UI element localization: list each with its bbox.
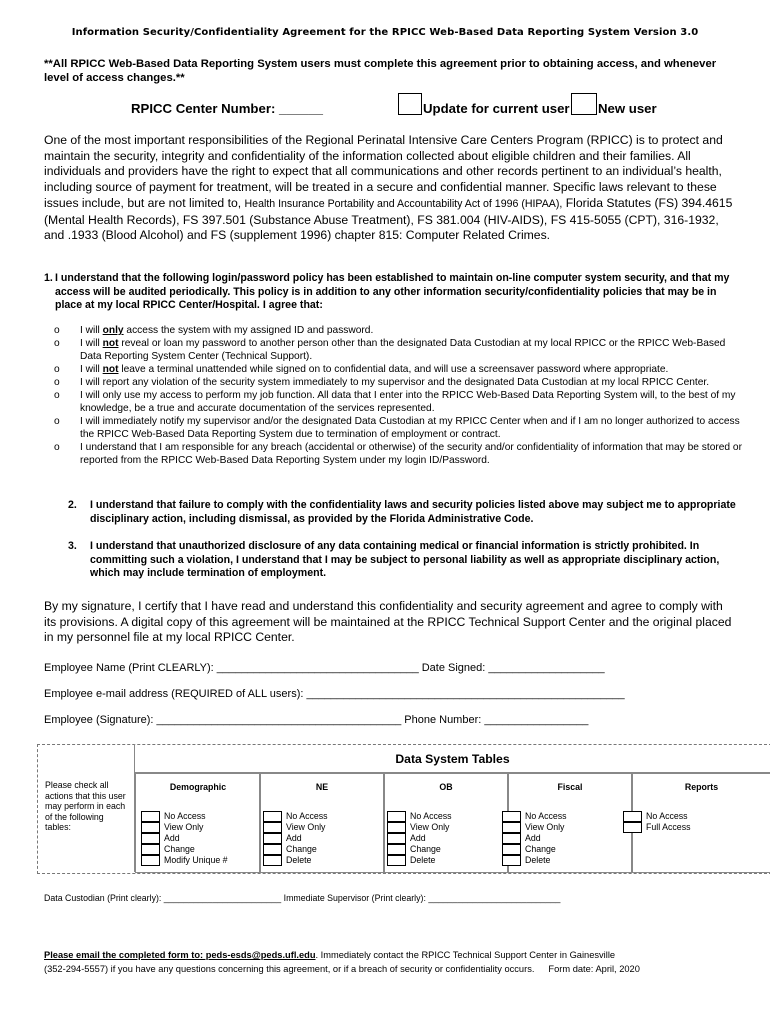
bullet-emphasis: not [102, 364, 119, 375]
table-title: Data System Tables [395, 752, 510, 766]
option-label: Add [410, 833, 426, 843]
option-checkbox[interactable] [387, 844, 406, 855]
option-list [502, 811, 567, 866]
option-label: Add [164, 833, 180, 843]
option-row[interactable] [387, 833, 452, 844]
option-label: View Only [525, 822, 565, 832]
option-checkbox[interactable] [623, 811, 642, 822]
footer-line-2 [44, 964, 640, 974]
signature-statement: By my signature, I certify that I have read and understand this confidentiality and security agreement and agree to comply with its provisions. A digital copy of this agreement will be maintained at the RPICC Technical Support Center and the original placed in my personnel file at my local RPICC Center. [44, 599, 732, 645]
option-label: No Access [525, 811, 567, 821]
access-notice: **All RPICC Web-Based Data Reporting System users must complete this agreement prior to obtaining access, and whenever level of access changes.** [44, 58, 717, 84]
column-header: Demographic [169, 782, 227, 792]
bullet-item [54, 363, 744, 376]
center-number-label: RPICC Center Number: ______ [131, 101, 324, 116]
policy-item-1 [44, 272, 742, 313]
option-label: Modify Unique # [164, 855, 228, 865]
option-checkbox[interactable] [141, 822, 160, 833]
bullet-marker: o [54, 325, 60, 336]
option-row[interactable] [263, 844, 328, 855]
option-checkbox[interactable] [263, 833, 282, 844]
bullet-text: I understand that I am responsible for any breach (accidental or otherwise) of the security and/or confidentiality of information that may be stored or reported from the RPICC Web-Based Data Reporting System under my login ID/Password. [80, 442, 742, 466]
option-row[interactable] [387, 844, 452, 855]
bullet-marker: o [54, 364, 60, 375]
option-row[interactable] [141, 822, 228, 833]
table-column-demographic [135, 773, 261, 873]
option-list [263, 811, 328, 866]
option-checkbox[interactable] [141, 855, 160, 866]
document-title: Information Security/Confidentiality Agreement for the RPICC Web-Based Data Reporting System Version 3.0 [71, 27, 699, 38]
option-row[interactable] [263, 833, 328, 844]
option-label: Delete [410, 855, 436, 865]
option-label: No Access [286, 811, 328, 821]
option-label: Change [164, 844, 195, 854]
option-label: Add [525, 833, 541, 843]
bullet-text: I will immediately notify my supervisor and/or the designated Data Custodian at my RPICC Center when and if I am no longer authorized to access the RPICC Web-Based Data Reporting System due to termination of employment or contract. [80, 416, 740, 440]
option-row[interactable] [623, 822, 691, 833]
update-user-label: Update for current user [423, 101, 570, 116]
option-list [623, 811, 691, 833]
update-user-checkbox[interactable] [398, 93, 422, 115]
option-checkbox[interactable] [502, 822, 521, 833]
bullet-emphasis: only [102, 325, 124, 336]
intro-text-1: One of the most important responsibilities of the Regional Perinatal Intensive Care Centers Program (RPICC) is to protect and maintain the security, integrity and confidentiality of the information collected about eligible children and their families. All individuals and providers have the right to expect that all communications and other records pertinent to an individual’s health, including source of payment for treatment, will be treated in a secure and confidential manner. Specific laws relevant to these issues include, but are not limited to, [44, 133, 723, 210]
option-checkbox[interactable] [263, 844, 282, 855]
bullet-item [54, 415, 744, 441]
item-text: I understand that failure to comply with the confidentiality laws and security policies listed above may subject me to appropriate disciplinary action, including dismissal, as provided by the Florida Administrative Code. [90, 499, 736, 525]
table-column-ob [383, 773, 509, 873]
intro-hipaa: Health Insurance Portability and Accountability Act of 1996 (HIPAA), [244, 197, 563, 210]
new-user-label: New user [598, 101, 657, 116]
option-row[interactable] [387, 811, 452, 822]
option-row[interactable] [502, 811, 567, 822]
option-row[interactable] [502, 855, 567, 866]
option-row[interactable] [141, 844, 228, 855]
option-row[interactable] [387, 855, 452, 866]
item-text: I understand that unauthorized disclosure of any data containing medical or financial information is strictly prohibited. In committing such a violation, I understand that I may be subject to personal liability as well as appropriate disciplinary action, which may include termination of employment. [90, 540, 720, 580]
option-label: Full Access [646, 822, 691, 832]
email-instruction: Please email the completed form to: peds-esds@peds.ufl.edu [44, 950, 316, 960]
custodian-supervisor-fields[interactable]: Data Custodian (Print clearly): ________________________ Immediate Supervisor (Print clearly): ___________________________ [44, 893, 561, 903]
policy-item-2 [68, 499, 738, 526]
option-checkbox[interactable] [502, 855, 521, 866]
option-checkbox[interactable] [387, 822, 406, 833]
option-checkbox[interactable] [141, 811, 160, 822]
option-row[interactable] [263, 811, 328, 822]
item-number: 2. [68, 499, 77, 511]
option-checkbox[interactable] [141, 844, 160, 855]
intro-text-2: Florida Statutes (FS) 394.4615 (Mental Health Records), FS 397.501 (Substance Abuse Treatment), FS 381.004 (HIV-AIDS), FS 415-5055 (CPT), 316-1932, and .1933 (Blood Alcohol) and FS (supplement 1996) chapter 815: Computer Related Crimes. [44, 195, 733, 243]
option-label: No Access [410, 811, 452, 821]
option-row[interactable] [502, 844, 567, 855]
option-label: View Only [164, 822, 204, 832]
option-label: Change [525, 844, 556, 854]
option-list [141, 811, 228, 866]
bullet-marker: o [54, 377, 60, 388]
option-checkbox[interactable] [387, 833, 406, 844]
bullet-text: I will only use my access to perform my job function. All data that I enter into the RPICC Web-Based Data Reporting System will, to the best of my knowledge, be a true and accurate documentation of the services represented. [80, 390, 736, 414]
option-label: Change [286, 844, 317, 854]
option-checkbox[interactable] [623, 822, 642, 833]
option-row[interactable] [141, 833, 228, 844]
contact-text: . Immediately contact the RPICC Technical Support Center in Gainesville [315, 950, 616, 960]
table-column-reports [631, 773, 770, 873]
option-row[interactable] [263, 822, 328, 833]
bullet-text: reveal or loan my password to another person other than the designated Data Custodian at my local RPICC or the RPICC Web-Based Data Reporting System Center (Technical Support). [80, 338, 726, 362]
bullet-item [54, 324, 744, 337]
bullet-marker: o [54, 416, 60, 427]
employee-name-field[interactable]: Employee Name (Print CLEARLY): _________________________________ Date Signed: ___________________ [44, 662, 605, 674]
option-checkbox[interactable] [387, 855, 406, 866]
bullet-item [54, 376, 744, 389]
item-text: I understand that the following login/password policy has been established to maintain on-line computer system security, and that my access will be audited periodically. This policy is in addition to any other information security/confidentiality policies that may be in place at my local RPICC Center/Hospital. I agree that: [55, 272, 730, 312]
option-label: No Access [164, 811, 206, 821]
option-checkbox[interactable] [263, 811, 282, 822]
option-label: View Only [286, 822, 326, 832]
bullet-text: I will [80, 325, 103, 336]
option-checkbox[interactable] [141, 833, 160, 844]
option-label: Delete [525, 855, 551, 865]
table-column-ne [259, 773, 385, 873]
option-label: Change [410, 844, 441, 854]
bullet-marker: o [54, 338, 60, 349]
option-row[interactable] [623, 811, 691, 822]
column-header: NE [315, 782, 329, 792]
policy-item-3 [68, 540, 738, 581]
option-checkbox[interactable] [263, 822, 282, 833]
option-list [387, 811, 452, 866]
option-label: No Access [646, 811, 688, 821]
bullet-text: I will [80, 364, 103, 375]
option-checkbox[interactable] [502, 844, 521, 855]
column-header: Reports [684, 782, 719, 792]
option-checkbox[interactable] [387, 811, 406, 822]
item-number: 3. [68, 540, 77, 552]
bullet-text: access the system with my assigned ID and password. [123, 325, 374, 336]
option-row[interactable] [502, 822, 567, 833]
column-header: OB [439, 782, 453, 792]
option-row[interactable] [502, 833, 567, 844]
item-number: 1. [44, 272, 53, 284]
option-row[interactable] [263, 855, 328, 866]
bullet-marker: o [54, 390, 60, 401]
bullet-item [54, 389, 744, 415]
footer-line-1 [44, 950, 615, 960]
option-label: View Only [410, 822, 450, 832]
table-column-fiscal [507, 773, 633, 873]
bullet-marker: o [54, 442, 60, 453]
policy-bullets [54, 324, 744, 467]
bullet-item [54, 337, 744, 363]
option-checkbox[interactable] [263, 855, 282, 866]
intro-paragraph [44, 133, 734, 244]
option-label: Add [286, 833, 302, 843]
option-label: Delete [286, 855, 312, 865]
bullet-text: leave a terminal unattended while signed on to confidential data, and will use a screensaver password where appropriate. [118, 364, 669, 375]
new-user-checkbox[interactable] [571, 93, 597, 115]
contact-phone-text: (352-294-5557) if you have any questions concerning this agreement, or if a breach of security or confidentiality occurs. [44, 964, 535, 974]
data-system-tables [37, 744, 770, 874]
form-date: Form date: April, 2020 [548, 964, 640, 974]
option-row[interactable] [141, 811, 228, 822]
table-side-note: Please check all actions that this user may perform in each of the following tables: [45, 780, 126, 833]
bullet-item [54, 441, 744, 467]
option-checkbox[interactable] [502, 811, 521, 822]
employee-signature-field[interactable]: Employee (Signature): ________________________________________ Phone Number: _________________ [44, 714, 589, 726]
bullet-text: I will [80, 338, 103, 349]
bullet-text: I will report any violation of the security system immediately to my supervisor and the designated Data Custodian at my local RPICC Center. [80, 377, 710, 388]
option-row[interactable] [141, 855, 228, 866]
option-row[interactable] [387, 822, 452, 833]
column-header: Fiscal [557, 782, 583, 792]
employee-email-field[interactable]: Employee e-mail address (REQUIRED of ALL users): ____________________________________________________ [44, 688, 625, 700]
bullet-emphasis: not [102, 338, 119, 349]
option-checkbox[interactable] [502, 833, 521, 844]
center-number-row [0, 100, 770, 118]
